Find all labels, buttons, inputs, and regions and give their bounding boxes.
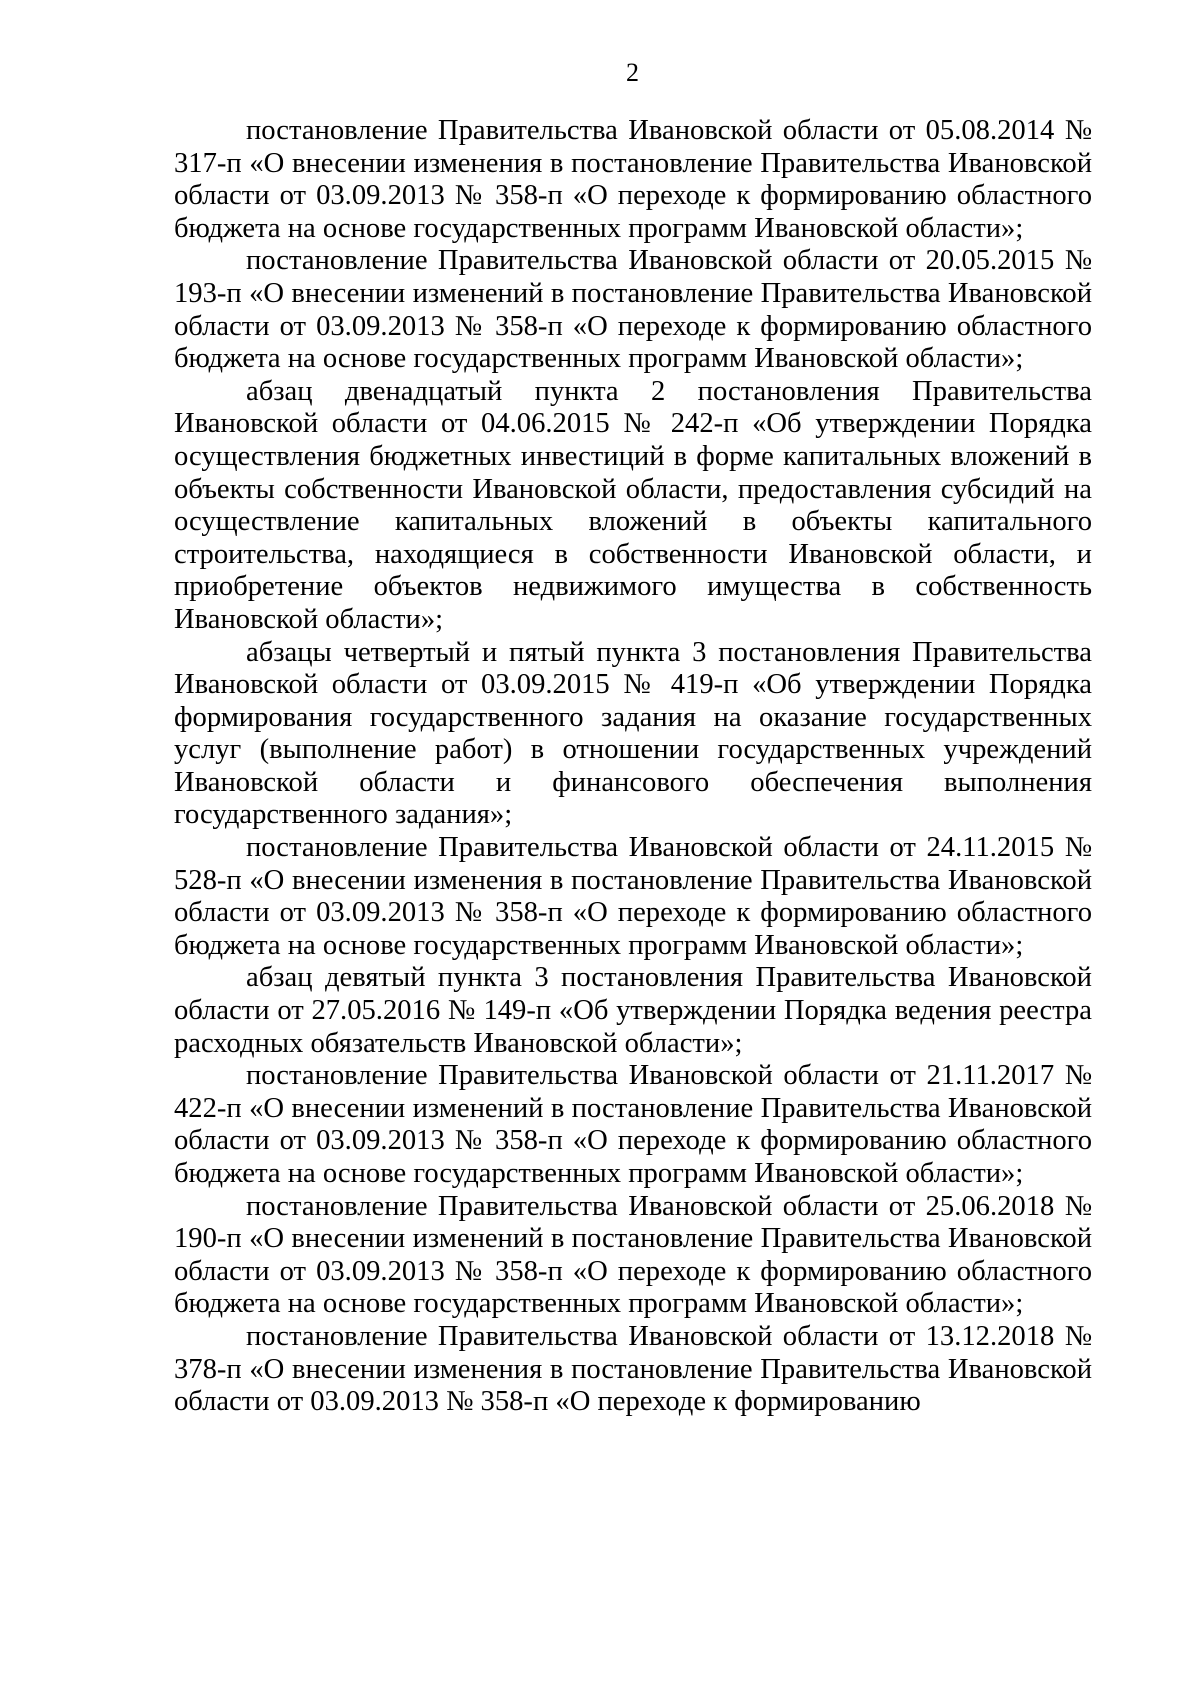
paragraph: постановление Правительства Ивановской области от 05.08.2014 № 317-п «О внесении изменения в постановление Правительства Ивановской области от 03.09.2013 № 358-п «О переходе к формированию областного бюджета на основе государственных программ Ивановской области»; <box>174 115 1092 244</box>
paragraph: абзацы четвертый и пятый пункта 3 постановления Правительства Ивановской области от 03.09.2015 № 419-п «Об утверждении Порядка формирования государственного задания на оказание государственных услуг (выполнение работ) в отношении государственных учреждений Ивановской области и финансового обеспечения выполнения государственного задания»; <box>174 636 1092 831</box>
paragraph-last: постановление Правительства Ивановской области от 13.12.2018 № 378-п «О внесении изменения в постановление Правительства Ивановской области от 03.09.2013 № 358-п «О переходе к формированию <box>174 1320 1092 1418</box>
paragraph: постановление Правительства Ивановской области от 24.11.2015 № 528-п «О внесении изменения в постановление Правительства Ивановской области от 03.09.2013 № 358-п «О переходе к формированию областного бюджета на основе государственных программ Ивановской области»; <box>174 832 1092 961</box>
paragraph: постановление Правительства Ивановской области от 20.05.2015 № 193-п «О внесении изменений в постановление Правительства Ивановской области от 03.09.2013 № 358-п «О переходе к формированию областного бюджета на основе государственных программ Ивановской области»; <box>174 245 1092 375</box>
page-number: 2 <box>626 58 639 87</box>
paragraph: абзац девятый пункта 3 постановления Правительства Ивановской области от 27.05.2016 № 149-п «Об утверждении Порядка ведения реестра расходных обязательств Ивановской области»; <box>174 962 1092 1059</box>
paragraph: абзац двенадцатый пункта 2 постановления Правительства Ивановской области от 04.06.2015 № 242-п «Об утверждении Порядка осуществления бюджетных инвестиций в форме капитальных вложений в объекты собственности Ивановской области, предоставления субсидий на осуществление капитальных вложений в объекты капитального строительства, находящиеся в собственности Ивановской области, и приобретение объектов недвижимого имущества в собственность Ивановской области»; <box>174 375 1092 635</box>
paragraph: постановление Правительства Ивановской области от 25.06.2018 № 190-п «О внесении изменений в постановление Правительства Ивановской области от 03.09.2013 № 358-п «О переходе к формированию областного бюджета на основе государственных программ Ивановской области»; <box>174 1190 1092 1320</box>
document-body <box>174 115 1092 1419</box>
paragraph: постановление Правительства Ивановской области от 21.11.2017 № 422-п «О внесении изменений в постановление Правительства Ивановской области от 03.09.2013 № 358-п «О переходе к формированию областного бюджета на основе государственных программ Ивановской области»; <box>174 1060 1092 1189</box>
